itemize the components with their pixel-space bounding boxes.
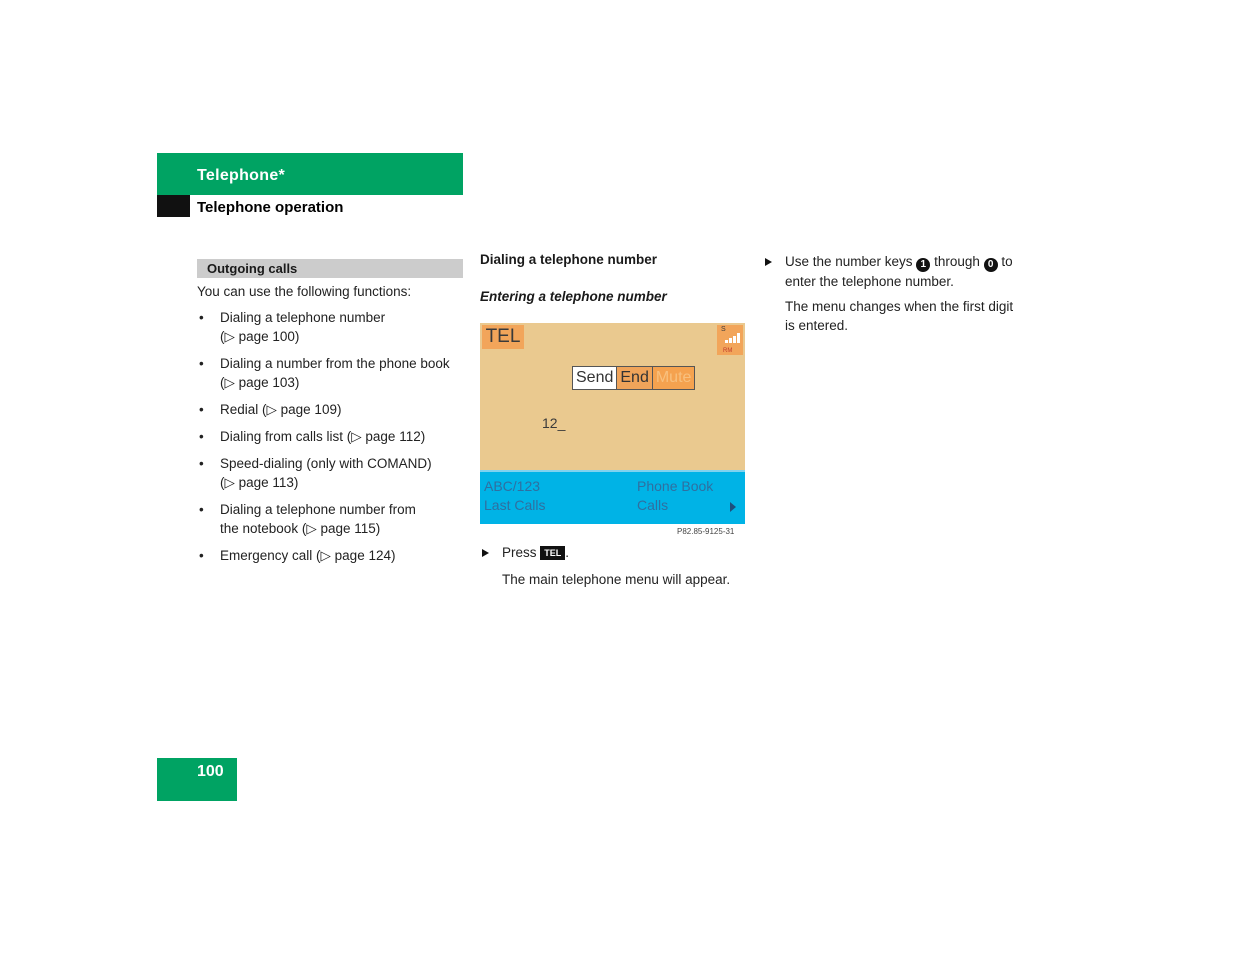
list-item: • Redial (▷ page 109) xyxy=(199,402,342,417)
function-list xyxy=(197,308,467,573)
tel-display-screenshot xyxy=(480,323,745,524)
procedure-heading: Dialing a telephone number xyxy=(480,252,658,267)
list-item: • Emergency call (▷ page 124) xyxy=(199,548,396,563)
mute-button[interactable]: Mute xyxy=(653,367,695,389)
section-marker xyxy=(157,195,190,217)
step-press: Press TEL . xyxy=(502,545,570,560)
menu-calls[interactable]: Calls xyxy=(637,497,669,513)
end-button[interactable]: End xyxy=(617,367,652,389)
chevron-right-icon xyxy=(730,502,736,512)
menu-phone-book[interactable]: Phone Book xyxy=(637,478,714,494)
tel-key-icon: TEL xyxy=(540,546,565,560)
list-item: • Dialing from calls list (▷ page 112) xyxy=(199,429,426,444)
signal-strength-icon: S RM xyxy=(717,325,743,355)
step-result: The main telephone menu will appear. xyxy=(502,572,731,587)
intro-text: You can use the following functions: xyxy=(197,284,412,299)
menu-last-calls[interactable]: Last Calls xyxy=(484,497,546,513)
step-number-keys: Use the number keys 1 through 0 to enter the telephone number. xyxy=(785,254,1013,289)
send-button[interactable]: Send xyxy=(573,367,617,389)
list-item: • Dialing a number from the phone book (▷ page 103) xyxy=(199,356,450,390)
procedure-subheading: Entering a telephone number xyxy=(480,289,667,304)
key-0-icon: 0 xyxy=(984,258,998,272)
subsection-title: Outgoing calls xyxy=(207,261,298,276)
step-arrow-icon xyxy=(482,549,489,557)
section-title: Telephone operation xyxy=(197,199,344,216)
display-menu-bar xyxy=(480,470,745,524)
key-1-icon: 1 xyxy=(916,258,930,272)
list-item: • Dialing a telephone number (▷ page 100) xyxy=(199,310,386,344)
page-number: 100 xyxy=(197,763,224,780)
call-button-row xyxy=(572,366,695,390)
menu-change-note: The menu changes when the first digit is entered. xyxy=(785,299,1014,333)
list-item: • Speed-dialing (only with COMAND) (▷ page 113) xyxy=(199,456,432,490)
list-item: • Dialing a telephone number from the notebook (▷ page 115) xyxy=(199,502,416,536)
step-arrow-icon xyxy=(765,258,772,266)
figure-id: P82.85-9125-31 xyxy=(677,527,735,536)
tel-mode-label: TEL xyxy=(482,325,524,349)
menu-abc123[interactable]: ABC/123 xyxy=(484,478,541,494)
dialed-number: 12_ xyxy=(542,415,566,431)
chapter-title: Telephone* xyxy=(197,167,286,184)
